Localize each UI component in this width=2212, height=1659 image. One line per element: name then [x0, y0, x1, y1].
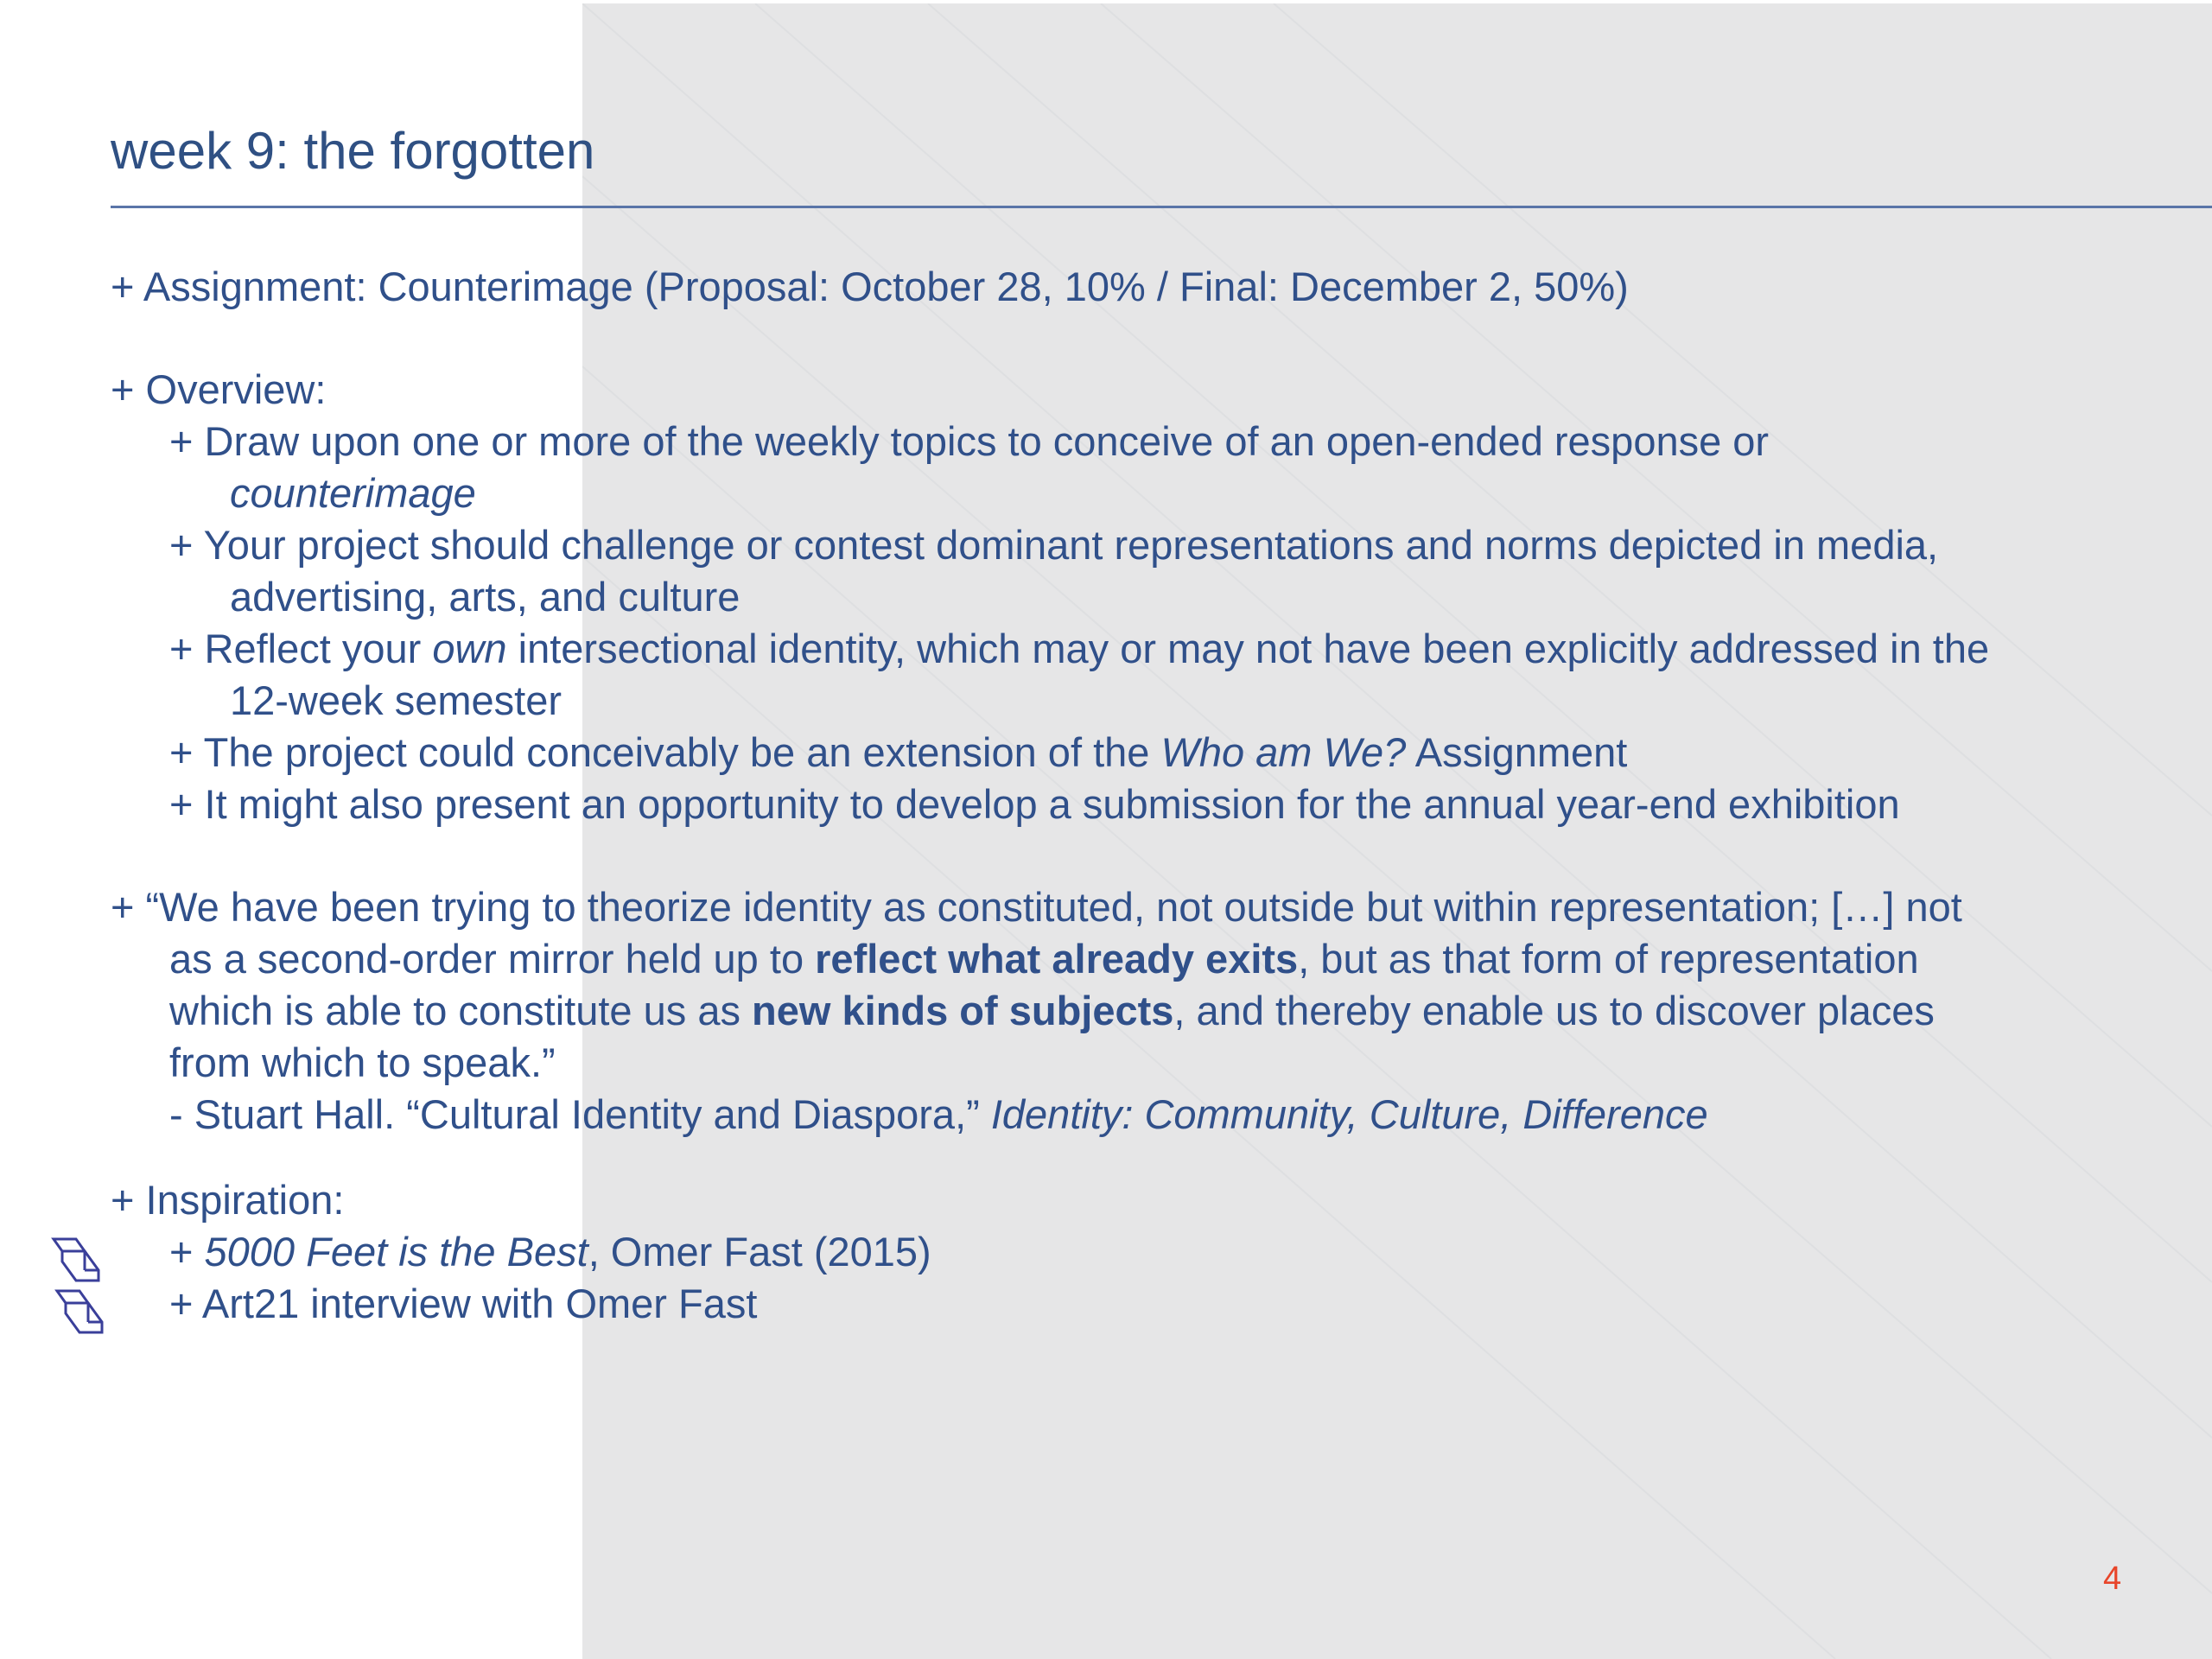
overview-item-4 [111, 727, 2098, 779]
overview-item-3-emphasis: own [432, 626, 507, 671]
inspiration-link-film[interactable] [111, 1226, 2098, 1278]
overview-item-4-part-a: + The project could conceivably be an extension of the [169, 729, 1161, 775]
quote-line-3-bold: new kinds of subjects [752, 988, 1174, 1033]
quote-line-3-part-b: , and thereby enable us to discover places [1173, 988, 1935, 1033]
overview-item-5: + It might also present an opportunity to develop a submission for the annual year-end exhibition [169, 781, 1900, 827]
inspiration-item-1-bullet: + [169, 1229, 205, 1274]
overview-item-3 [111, 623, 2098, 675]
attribution-source-title: Identity: Community, Culture, Difference [990, 1091, 1708, 1137]
quote-line-2-bold: reflect what already exits [815, 936, 1299, 982]
overview-item-3-part-b: intersectional identity, which may or may not have been explicitly addressed in the [506, 626, 1990, 671]
overview-item-1-cont [111, 467, 2098, 519]
quote-line-4: from which to speak.” [169, 1039, 556, 1085]
overview-heading: + Overview: [111, 366, 327, 412]
link-icon[interactable] [54, 1287, 105, 1336]
quote-line-2-part-b: , but as that form of representation [1298, 936, 1919, 982]
overview-item-4-part-b: Assignment [1406, 729, 1628, 775]
link-icon[interactable] [50, 1236, 102, 1284]
overview-item-4-emphasis: Who am We? [1160, 729, 1407, 775]
attribution-author: - Stuart Hall. “Cultural Identity and Diaspora,” [169, 1091, 991, 1137]
quote-line-2 [111, 933, 2098, 985]
page-title: week 9: the forgotten [111, 122, 595, 180]
counterimage-term: counterimage [230, 470, 476, 516]
assignment-line: + Assignment: Counterimage (Proposal: October 28, 10% / Final: December 2, 50%) [111, 264, 1629, 309]
page-number: 4 [2103, 1560, 2122, 1597]
quote-line-3 [111, 985, 2098, 1037]
film-credit: , Omer Fast (2015) [588, 1229, 931, 1274]
overview-item-1: + Draw upon one or more of the weekly topics to conceive of an open-ended response or [169, 418, 1770, 464]
inspiration-link-interview[interactable]: + Art21 interview with Omer Fast [169, 1281, 758, 1326]
quote-line-3-part-a: which is able to constitute us as [169, 988, 753, 1033]
quote-line-2-part-a: as a second-order mirror held up to [169, 936, 816, 982]
title-divider [111, 206, 2212, 208]
quote-line-1: + “We have been trying to theorize identity as constituted, not outside but within representation; […] not [111, 884, 1962, 930]
overview-item-2-cont: advertising, arts, and culture [230, 574, 741, 620]
inspiration-heading: + Inspiration: [111, 1177, 345, 1223]
film-title: 5000 Feet is the Best [204, 1229, 588, 1274]
quote-attribution [111, 1089, 2098, 1141]
slide-body [111, 261, 2098, 1330]
overview-item-3-cont: 12-week semester [230, 677, 562, 723]
overview-item-3-part-a: + Reflect your [169, 626, 433, 671]
overview-item-2: + Your project should challenge or contest dominant representations and norms depicted in media, [169, 522, 1939, 568]
